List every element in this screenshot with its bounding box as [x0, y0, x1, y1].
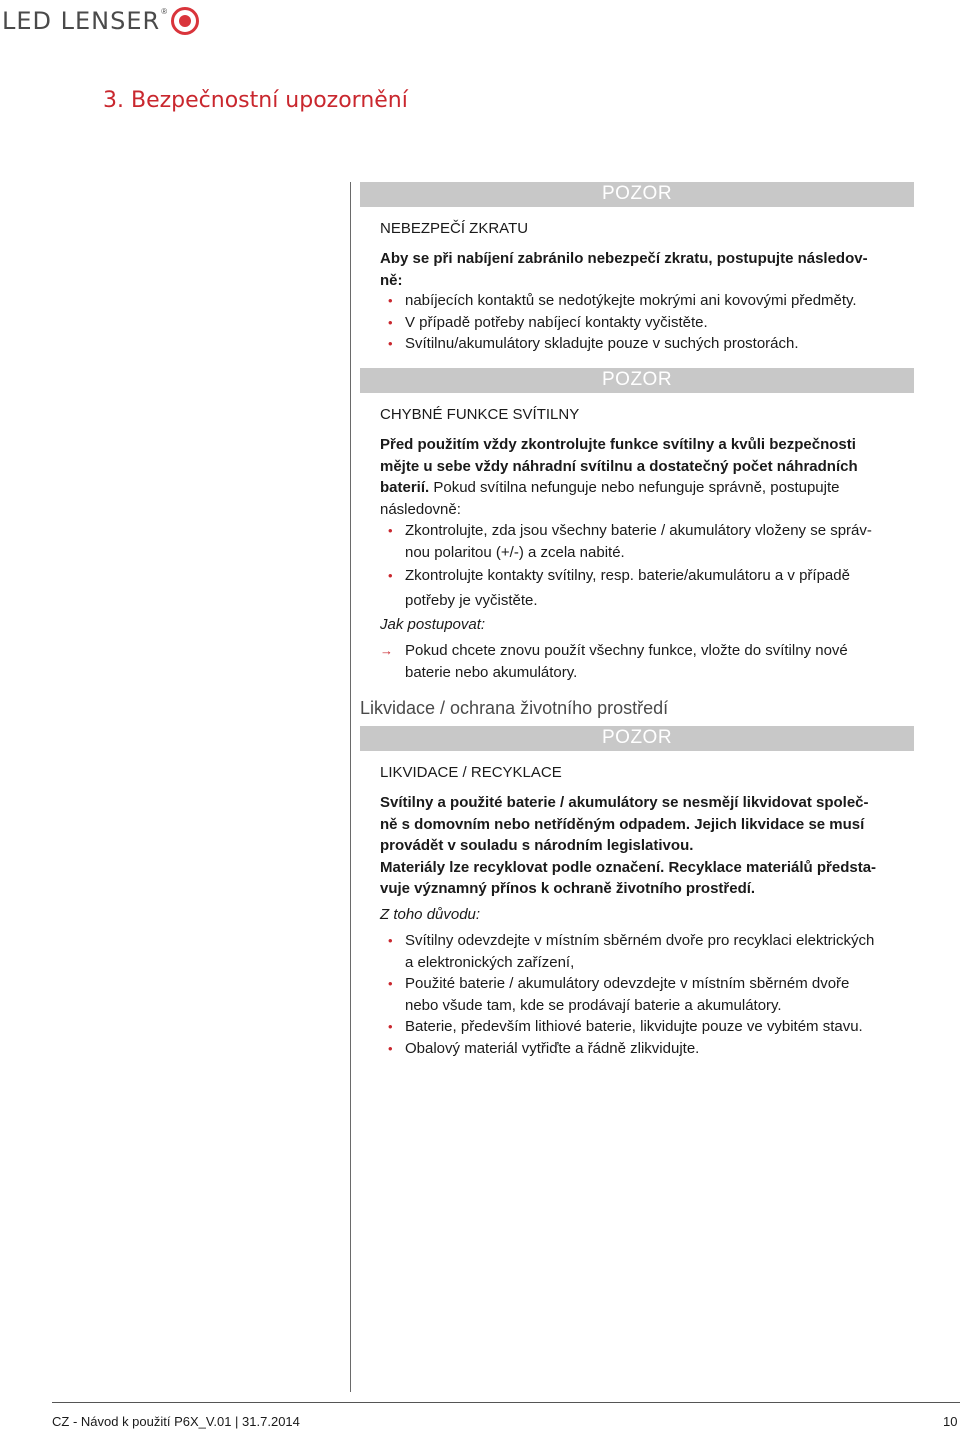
- list-item: • Svítilnu/akumulátory skladujte pouze v suchých prostorách.: [380, 333, 857, 355]
- section-heading-disposal: Likvidace / ochrana životního prostředí: [360, 698, 669, 718]
- text-line: vuje významný přínos k ochraně životního prostředí.: [380, 880, 756, 897]
- text-line: provádět v souladu s národním legislativou.: [380, 837, 694, 854]
- list-item: [380, 973, 874, 1016]
- bullet-list-recycling: [380, 930, 874, 1059]
- brand-logo: [2, 4, 199, 38]
- warning-label: POZOR: [602, 727, 673, 748]
- bullet-list-malfunction: [380, 520, 872, 613]
- paragraph-malfunction: [380, 434, 858, 520]
- text-line: ně:: [380, 271, 403, 289]
- list-item: • V případě potřeby nabíjecí kontakty vyčistěte.: [380, 312, 857, 334]
- howto-label: Jak postupovat:: [380, 616, 486, 633]
- list-item: [380, 930, 874, 973]
- warning-bar-2: [360, 368, 914, 393]
- warning-label: POZOR: [602, 183, 673, 204]
- text-line: Před použitím vždy zkontrolujte funkce svítilny a kvůli bezpečnosti: [380, 436, 856, 453]
- list-item: [380, 563, 872, 613]
- text-line: Svítilny a použité baterie / akumulátory se nesmějí likvidovat společ-: [380, 794, 869, 811]
- arrow-item: [380, 640, 848, 683]
- text-line: ně s domovním nebo netříděným odpadem. Jejich likvidace se musí: [380, 815, 865, 833]
- list-item: • nabíjecích kontaktů se nedotýkejte mokrými ani kovovými předměty.: [380, 290, 857, 312]
- text-line: Materiály lze recyklovat podle označení. Recyklace materiálů předsta-: [380, 858, 877, 876]
- footer-document-info: CZ - Návod k použití P6X_V.01 | 31.7.2014: [52, 1414, 300, 1429]
- text-line: Aby se při nabíjení zabránilo nebezpečí zkratu, postupujte následov-: [380, 250, 868, 267]
- text-line: nebo všude tam, kde se prodávají baterie a akumulátory.: [405, 996, 782, 1014]
- list-item: • Baterie, především lithiové baterie, likvidujte pouze ve vybitém stavu.: [380, 1016, 874, 1038]
- reason-label: Z toho důvodu:: [380, 906, 481, 923]
- page-number: 10: [943, 1414, 958, 1429]
- text-line: Pokud chcete znovu použít všechny funkce, vložte do svítilny nové: [405, 642, 848, 659]
- text-line: potřeby je vyčistěte.: [405, 592, 538, 609]
- paragraph-intro: [380, 248, 868, 291]
- page-title: 3. Bezpečnostní upozornění: [103, 88, 408, 113]
- text-line: baterie nebo akumulátory.: [405, 663, 578, 681]
- text-line: Pokud svítilna nefunguje nebo nefunguje správně, postupujte: [429, 479, 840, 496]
- warning-bar-3: [360, 726, 914, 751]
- bullet-list-short-circuit: [380, 290, 857, 355]
- text-line: Zkontrolujte kontakty svítilny, resp. baterie/akumulátoru a v případě: [405, 567, 850, 584]
- text-line: a elektronických zařízení,: [405, 953, 575, 971]
- text-line: baterií.: [380, 479, 430, 496]
- section-heading-recycling: LIKVIDACE / RECYKLACE: [380, 764, 562, 781]
- text-line: Zkontrolujte, zda jsou všechny baterie / akumulátory vloženy se správ-: [405, 522, 872, 539]
- text-line: nou polaritou (+/-) a zcela nabité.: [405, 543, 625, 561]
- paragraph-recycling: [380, 792, 876, 900]
- section-heading-short-circuit: NEBEZPEČÍ ZKRATU: [380, 220, 529, 237]
- logo-circle-icon: [171, 7, 199, 35]
- arrow-right-icon: →: [380, 643, 393, 658]
- section-heading-malfunction: CHYBNÉ FUNKCE SVÍTILNY: [380, 406, 580, 423]
- list-item: [380, 520, 872, 563]
- warning-label: POZOR: [602, 369, 673, 390]
- warning-bar-1: [360, 182, 914, 207]
- registered-mark: ®: [161, 6, 168, 16]
- text-line: Svítilny odevzdejte v místním sběrném dvoře pro recyklaci elektrických: [405, 932, 875, 949]
- logo-text: LED LENSER: [2, 7, 161, 35]
- column-divider: [350, 182, 351, 1392]
- text-line: následovně:: [380, 500, 461, 518]
- footer-divider: [52, 1402, 960, 1403]
- text-line: Použité baterie / akumulátory odevzdejte v místním sběrném dvoře: [405, 975, 850, 992]
- list-item: • Obalový materiál vytřiďte a řádně zlikvidujte.: [380, 1038, 874, 1060]
- text-line: mějte u sebe vždy náhradní svítilnu a dostatečný počet náhradních: [380, 457, 858, 475]
